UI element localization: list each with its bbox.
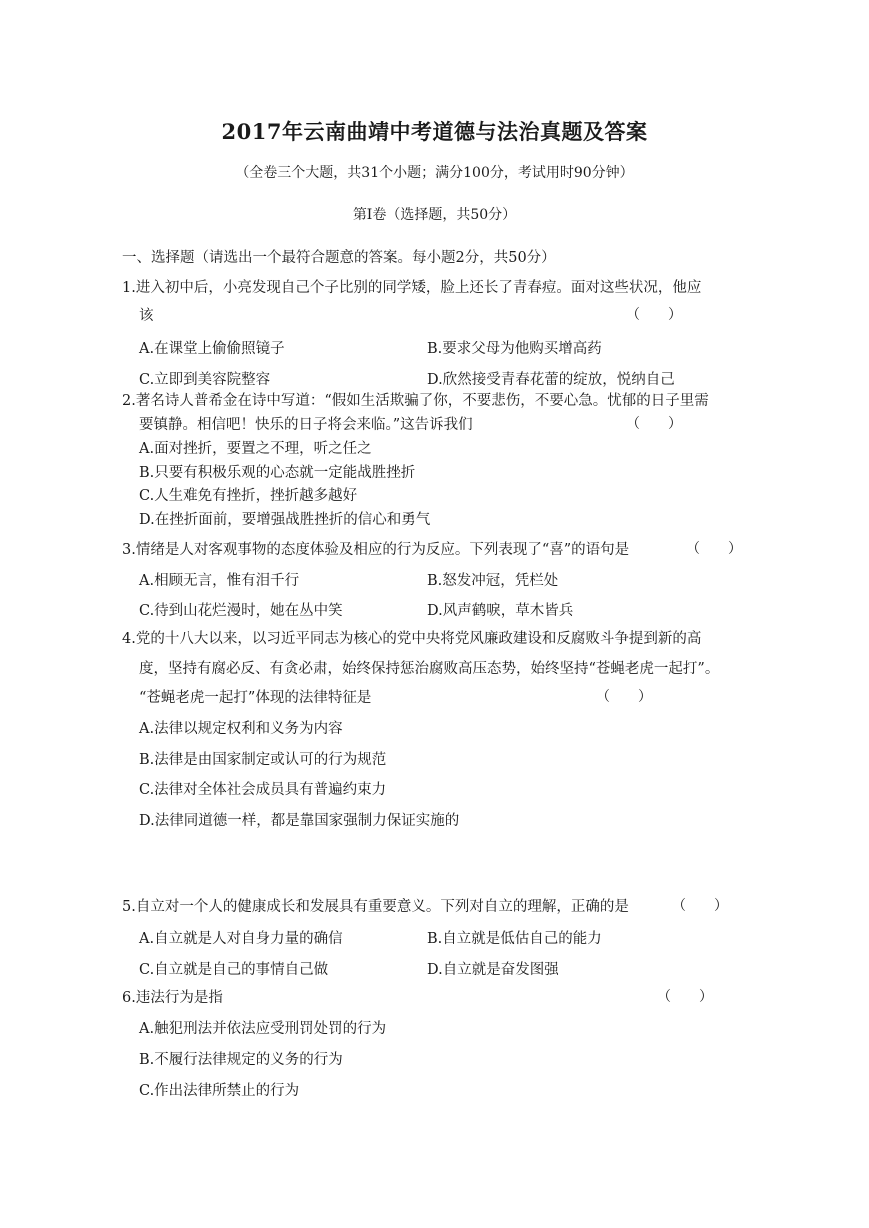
question-1-answer-blank: （ ） xyxy=(626,307,682,323)
question-4-option-d: D.法律同道德一样，都是靠国家强制力保证实施的 xyxy=(139,813,460,829)
question-2-line-2: 要镇静。相信吧！快乐的日子将会来临。”这告诉我们 xyxy=(139,417,473,433)
question-2-option-c: C.人生难免有挫折，挫折越多越好 xyxy=(139,488,358,504)
question-4-line-3: “苍蝇老虎一起打”体现的法律特征是 xyxy=(139,690,372,706)
question-5-answer-blank: （ ） xyxy=(672,898,728,914)
question-1-option-c: C.立即到美容院整容 xyxy=(139,372,271,388)
question-3-option-c: C.待到山花烂漫时，她在丛中笑 xyxy=(139,603,343,619)
question-6-answer-blank: （ ） xyxy=(657,989,713,1005)
question-4-line-1: 4.党的十八大以来，以习近平同志为核心的党中央将党风廉政建设和反腐败斗争提到新的高 xyxy=(122,631,702,647)
question-6-option-c: C.作出法律所禁止的行为 xyxy=(139,1083,300,1099)
question-2-answer-blank: （ ） xyxy=(626,416,682,432)
question-5-option-c: C.自立就是自己的事情自己做 xyxy=(139,962,329,978)
question-3-answer-blank: （ ） xyxy=(686,541,742,557)
document-title: 2017年云南曲靖中考道德与法治真题及答案 xyxy=(221,119,648,144)
part-heading: 第Ⅰ卷（选择题，共50分） xyxy=(352,207,517,223)
question-4-option-c: C.法律对全体社会成员具有普遍约束力 xyxy=(139,782,387,798)
question-2-option-d: D.在挫折面前，要增强战胜挫折的信心和勇气 xyxy=(139,512,431,528)
question-6-option-a: A.触犯刑法并依法应受刑罚处罚的行为 xyxy=(139,1021,387,1037)
exam-info: （全卷三个大题，共31个小题；满分100分，考试用时90分钟） xyxy=(235,165,634,181)
question-3-option-b: B.怒发冲冠，凭栏处 xyxy=(427,573,559,589)
question-5-option-a: A.自立就是人对自身力量的确信 xyxy=(139,931,343,947)
question-5-line-1: 5.自立对一个人的健康成长和发展具有重要意义。下列对自立的理解，正确的是 xyxy=(122,899,629,915)
question-4-option-b: B.法律是由国家制定或认可的行为规范 xyxy=(139,752,387,768)
question-3-line-1: 3.情绪是人对客观事物的态度体验及相应的行为反应。下列表现了“喜”的语句是 xyxy=(122,542,630,558)
question-1-option-a: A.在课堂上偷偷照镜子 xyxy=(139,341,285,357)
question-5-option-d: D.自立就是奋发图强 xyxy=(427,962,559,978)
question-3-option-a: A.相顾无言，惟有泪千行 xyxy=(139,573,300,589)
question-5-option-b: B.自立就是低估自己的能力 xyxy=(427,931,602,947)
question-4-option-a: A.法律以规定权利和义务为内容 xyxy=(139,721,343,737)
question-6-option-b: B.不履行法律规定的义务的行为 xyxy=(139,1052,343,1068)
question-1-option-b: B.要求父母为他购买增高药 xyxy=(427,341,602,357)
question-4-line-2: 度，坚持有腐必反、有贪必肃，始终保持惩治腐败高压态势，始终坚持“苍蝇老虎一起打”。 xyxy=(139,661,720,677)
question-3-option-d: D.风声鹤唳，草木皆兵 xyxy=(427,603,574,619)
question-1-line-1: 1.进入初中后，小亮发现自己个子比别的同学矮，脸上还长了青春痘。面对这些状况，他应 xyxy=(122,280,702,296)
section-heading: 一、选择题（请选出一个最符合题意的答案。每小题2分，共50分） xyxy=(122,250,556,266)
question-2-option-a: A.面对挫折，要置之不理，听之任之 xyxy=(139,441,372,457)
question-2-option-b: B.只要有积极乐观的心态就一定能战胜挫折 xyxy=(139,465,416,481)
question-1-line-2: 该 xyxy=(139,308,154,324)
question-1-option-d: D.欣然接受青春花蕾的绽放，悦纳自己 xyxy=(427,372,675,388)
question-6-line-1: 6.违法行为是指 xyxy=(122,990,223,1006)
question-2-line-1: 2.著名诗人普希金在诗中写道：“假如生活欺骗了你，不要悲伤，不要心急。忧郁的日子里需 xyxy=(122,393,709,409)
question-4-answer-blank: （ ） xyxy=(596,689,652,705)
